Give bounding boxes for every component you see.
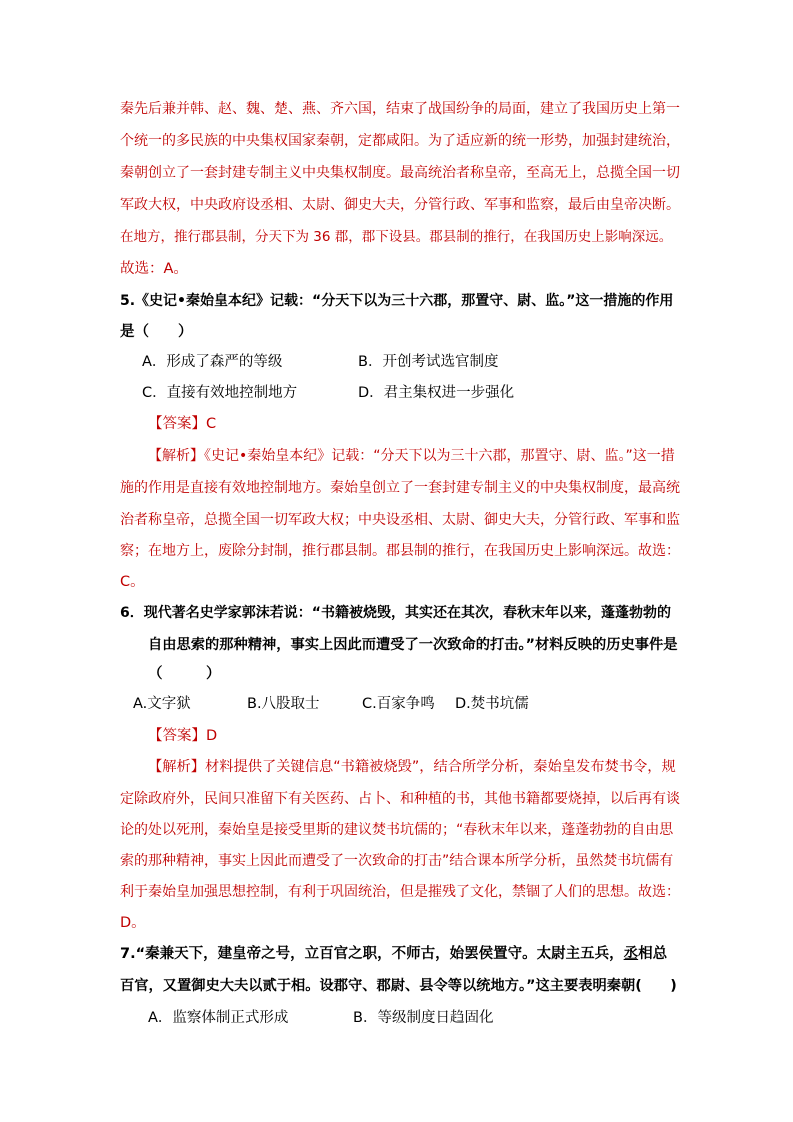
prev-explanation-line: 秦朝创立了一套封建专制主义中央集权制度。最高统治者称皇帝，至高无上，总揽全国一切 <box>120 165 680 181</box>
q5-stem: 是（ ） <box>120 324 193 340</box>
q7-stem: 百官，又置御史大夫以贰于相。设郡守、郡尉、县令等以统地方。”这主要表明秦朝( ) <box>120 978 677 994</box>
q7-option-a: A．监察体制正式形成 <box>148 1010 289 1026</box>
prev-explanation-line: 故选：A。 <box>120 261 188 277</box>
q5-analysis-line: C。 <box>120 574 145 590</box>
q6-option-a: A.文字狱 <box>133 696 191 712</box>
prev-explanation-line: 军政大权，中央政府设丞相、太尉、御史大夫，分管行政、军事和监察，最后由皇帝决断。 <box>120 197 680 213</box>
q6-answer <box>148 726 217 746</box>
q5-analysis-line: 施的作用是直接有效地控制地方。秦始皇创立了一套封建专制主义的中央集权制度，最高统 <box>120 480 680 496</box>
q6-stem: 自由思索的那种精神，事实上因此而遭受了一次致命的打击。”材料反映的历史事件是 <box>148 637 678 653</box>
q5-option-d: D．君主集权进一步强化 <box>358 385 515 401</box>
q6-analysis <box>148 757 676 777</box>
answer-tag: 【答案】 <box>148 416 206 432</box>
q6-option-b: B.八股取士 <box>247 696 320 712</box>
q6-analysis-line: 论的处以死刑，秦始皇是接受里斯的建议焚书坑儒的；“春秋末年以来，蓬蓬勃勃的自由思 <box>120 822 674 838</box>
q5-analysis-line: 察；在地方上，废除分封制，推行郡县制。郡县制的推行，在我国历史上影响深远。故选： <box>120 543 680 559</box>
q5-option-a: A．形成了森严的等级 <box>142 354 283 370</box>
prev-explanation-line: 在地方，推行郡县制，分天下为 36 郡，郡下设县。郡县制的推行，在我国历史上影响深远。 <box>120 229 673 245</box>
analysis-tag: 【解析】 <box>148 759 206 775</box>
q6-option-d: D.焚书坑儒 <box>455 696 529 712</box>
q6-stem: （ ） <box>148 666 221 682</box>
q5-option-c: C．直接有效地控制地方 <box>142 385 298 401</box>
q7-option-b: B．等级制度日趋固化 <box>353 1010 494 1026</box>
q5-answer <box>148 414 216 434</box>
q5-analysis-line: 治者称皇帝，总揽全国一切军政大权；中央设丞相、太尉、御史大夫，分管行政、军事和监 <box>120 512 680 528</box>
q6-analysis-line: 定除政府外，民间只准留下有关医药、占卜、和种植的书，其他书籍都要烧掉，以后再有谈 <box>120 791 680 807</box>
answer-value: C <box>206 416 217 432</box>
analysis-tag: 【解析】 <box>148 448 204 464</box>
q6-analysis-line: 索的那种精神，事实上因此而遭受了一次致命的打击”结合课本所学分析，虽然焚书坑儒有 <box>120 853 674 869</box>
prev-explanation-line: 个统一的多民族的中央集权国家秦朝，定都咸阳。为了适应新的统一形势，加强封建统治， <box>120 133 680 149</box>
q7-stem-underlined: 丞 <box>623 946 639 962</box>
prev-explanation-line: 秦先后兼并韩、赵、魏、楚、燕、齐六国，结束了战国纷争的局面，建立了我国历史上第一 <box>120 101 680 117</box>
q6-stem: 6．现代著名史学家郭沫若说：“书籍被烧毁，其实还在其次，春秋末年以来，蓬蓬勃勃的 <box>120 605 671 621</box>
q5-option-b: B．开创考试选官制度 <box>358 354 499 370</box>
analysis-text: 《史记•秦始皇本纪》记载：“分天下以为三十六郡，那置守、尉、监。”这一措 <box>204 448 675 464</box>
answer-value: D <box>206 728 218 744</box>
q7-stem-text: 7.“秦兼天下，建皇帝之号，立百官之职，不师古，始罢侯置守。太尉主五兵， <box>120 946 624 962</box>
q6-analysis-line: D。 <box>120 915 146 931</box>
q6-option-c: C.百家争鸣 <box>362 696 435 712</box>
q5-analysis <box>148 446 675 466</box>
q7-stem <box>120 944 667 964</box>
q7-stem-text: 相总 <box>638 946 668 962</box>
q5-stem: 5.《史记•秦始皇本纪》记载：“分天下以为三十六郡，那置守、尉、监。”这一措施的作用 <box>120 293 674 309</box>
analysis-text: 材料提供了关键信息“书籍被烧毁”，结合所学分析，秦始皇发布焚书令，规 <box>205 759 676 775</box>
q6-analysis-line: 利于秦始皇加强思想控制，有利于巩固统治，但是摧残了文化，禁锢了人们的思想。故选： <box>120 884 680 900</box>
answer-tag: 【答案】 <box>148 728 206 744</box>
